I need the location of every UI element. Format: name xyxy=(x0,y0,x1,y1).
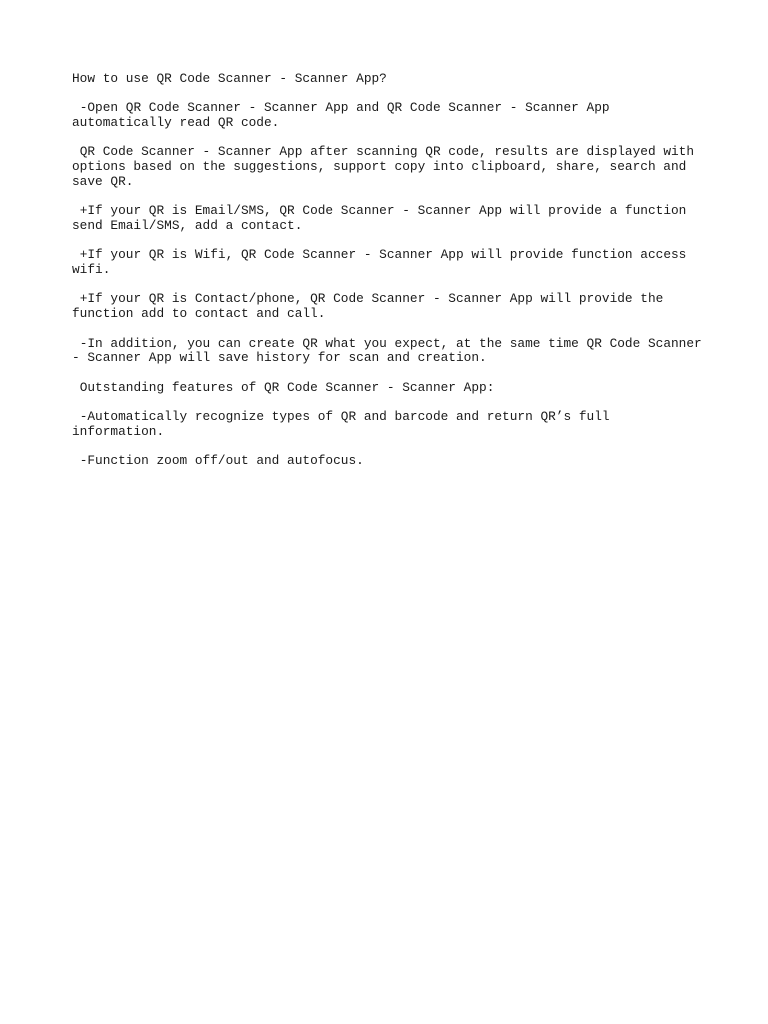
document-heading: How to use QR Code Scanner - Scanner App? xyxy=(72,71,387,86)
feature-zoom: -Function zoom off/out and autofocus. xyxy=(72,453,364,469)
paragraph-open-app: -Open QR Code Scanner - Scanner App and QR Code Scanner - Scanner App automatically read QR code. xyxy=(72,100,618,131)
features-heading: Outstanding features of QR Code Scanner - Scanner App: xyxy=(72,379,495,395)
feature-recognize: -Automatically recognize types of QR and barcode and return QR’s full information. xyxy=(72,409,618,439)
paragraph-results: QR Code Scanner - Scanner App after scanning QR code, results are displayed with options based on the suggestions, support copy into clipboard, share, search and save QR. xyxy=(72,144,702,189)
paragraph-wifi: +If your QR is Wifi, QR Code Scanner - Scanner App will provide function access wifi. xyxy=(72,247,695,278)
document-page xyxy=(72,71,710,469)
paragraph-email-sms: +If your QR is Email/SMS, QR Code Scanner - Scanner App will provide a function send Email/SMS, add a contact. xyxy=(72,203,695,233)
paragraph-contact-phone: +If your QR is Contact/phone, QR Code Scanner - Scanner App will provide the function add to contact and call. xyxy=(72,291,672,322)
paragraph-create-history: -In addition, you can create QR what you expect, at the same time QR Code Scanner - Scanner App will save history for scan and creation. xyxy=(72,335,710,366)
